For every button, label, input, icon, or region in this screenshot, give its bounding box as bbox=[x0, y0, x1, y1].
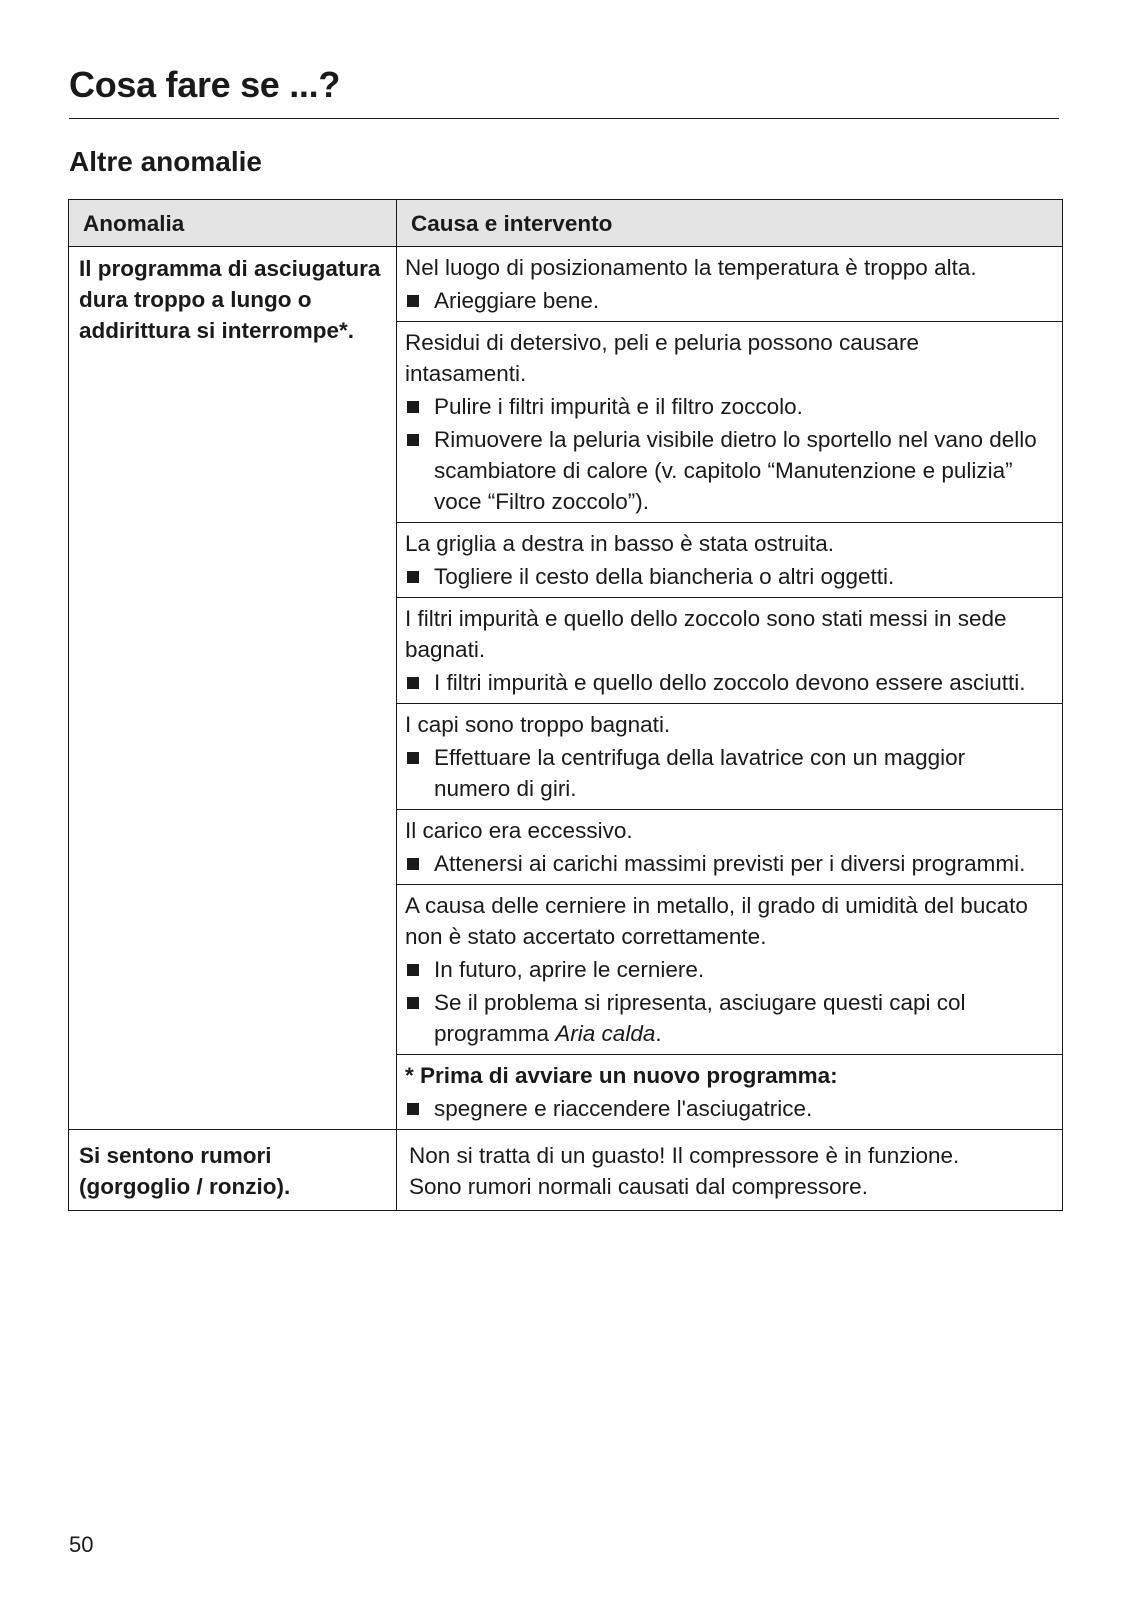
bullet-square-icon bbox=[407, 752, 419, 764]
bullet-square-icon bbox=[407, 997, 419, 1009]
action-item bbox=[405, 1093, 1046, 1124]
cause-block bbox=[397, 1130, 1062, 1210]
anomaly-text: Si sentono rumori (gorgoglio / ronzio). bbox=[79, 1143, 291, 1199]
cause-text: I filtri impurità e quello dello zoccolo sono stati messi in sede bagnati. bbox=[405, 606, 1007, 662]
action-item bbox=[405, 285, 1046, 316]
cause-block bbox=[397, 522, 1062, 597]
action-text: Arieggiare bene. bbox=[434, 288, 600, 313]
page-number: 50 bbox=[69, 1532, 94, 1557]
action-text: Effettuare la centrifuga della lavatrice con un maggior numero di giri. bbox=[434, 745, 966, 801]
cause-block bbox=[397, 703, 1062, 809]
bullet-square-icon bbox=[407, 434, 419, 446]
column-header-cause: Causa e intervento bbox=[397, 200, 1063, 247]
bullet-square-icon bbox=[407, 677, 419, 689]
bullet-square-icon bbox=[407, 295, 419, 307]
action-item bbox=[405, 391, 1046, 422]
cause-block bbox=[397, 809, 1062, 884]
cause-cell bbox=[397, 247, 1063, 1130]
note-heading: * Prima di avviare un nuovo programma: bbox=[405, 1063, 838, 1088]
cause-text: A causa delle cerniere in metallo, il grado di umidità del bucato non è stato accertato correttamente. bbox=[405, 893, 1028, 949]
cause-block bbox=[397, 321, 1062, 522]
action-text: Se il problema si ripresenta, asciugare questi capi col programma bbox=[434, 990, 966, 1046]
action-text: Rimuovere la peluria visibile dietro lo sportello nel vano dello scambiatore di calore (v. capitolo “Manutenzione e pulizia” voce “Filtro zoccolo”). bbox=[434, 427, 1037, 514]
page-title: Cosa fare se ...? bbox=[69, 64, 341, 105]
cause-block bbox=[397, 597, 1062, 703]
cause-text: Nel luogo di posizionamento la temperatura è troppo alta. bbox=[405, 255, 977, 280]
table-row bbox=[69, 247, 1063, 1130]
column-header-anomaly: Anomalia bbox=[69, 200, 397, 247]
bullet-square-icon bbox=[407, 964, 419, 976]
action-item bbox=[405, 667, 1046, 698]
action-text: spegnere e riaccendere l'asciugatrice. bbox=[434, 1096, 813, 1121]
action-text: Togliere il cesto della biancheria o altri oggetti. bbox=[434, 564, 895, 589]
cause-cell bbox=[397, 1130, 1063, 1211]
bullet-square-icon bbox=[407, 401, 419, 413]
action-text: In futuro, aprire le cerniere. bbox=[434, 957, 705, 982]
bullet-square-icon bbox=[407, 571, 419, 583]
action-item bbox=[405, 954, 1046, 985]
program-name: Aria calda bbox=[555, 1021, 656, 1046]
action-text: Attenersi ai carichi massimi previsti per i diversi programmi. bbox=[434, 851, 1026, 876]
cause-text: La griglia a destra in basso è stata ostruita. bbox=[405, 531, 834, 556]
cause-block bbox=[397, 247, 1062, 321]
cause-text: Non si tratta di un guasto! Il compressore è in funzione. bbox=[409, 1143, 960, 1168]
table-row bbox=[69, 1130, 1063, 1211]
action-text-end: . bbox=[655, 1021, 662, 1046]
action-text: I filtri impurità e quello dello zoccolo devono essere asciutti. bbox=[434, 670, 1026, 695]
anomaly-cell bbox=[69, 1130, 397, 1211]
cause-block bbox=[397, 1054, 1062, 1129]
action-item bbox=[405, 848, 1046, 879]
action-item bbox=[405, 424, 1046, 517]
cause-text: I capi sono troppo bagnati. bbox=[405, 712, 671, 737]
troubleshooting-table bbox=[68, 199, 1063, 1211]
anomaly-text: Il programma di asciugatura dura troppo a lungo o addirittura si interrompe*. bbox=[79, 256, 381, 343]
section-title: Altre anomalie bbox=[69, 146, 262, 177]
action-text: Pulire i filtri impurità e il filtro zoccolo. bbox=[434, 394, 803, 419]
action-item bbox=[405, 987, 1046, 1049]
cause-text-secondary: Sono rumori normali causati dal compressore. bbox=[409, 1174, 868, 1199]
cause-text: Il carico era eccessivo. bbox=[405, 818, 633, 843]
table-header-row bbox=[69, 200, 1063, 247]
cause-block bbox=[397, 884, 1062, 1054]
bullet-square-icon bbox=[407, 858, 419, 870]
cause-text: Residui di detersivo, peli e peluria possono causare intasamenti. bbox=[405, 330, 920, 386]
action-item bbox=[405, 742, 1046, 804]
action-item bbox=[405, 561, 1046, 592]
title-divider bbox=[69, 118, 1059, 119]
anomaly-cell bbox=[69, 247, 397, 1130]
bullet-square-icon bbox=[407, 1103, 419, 1115]
